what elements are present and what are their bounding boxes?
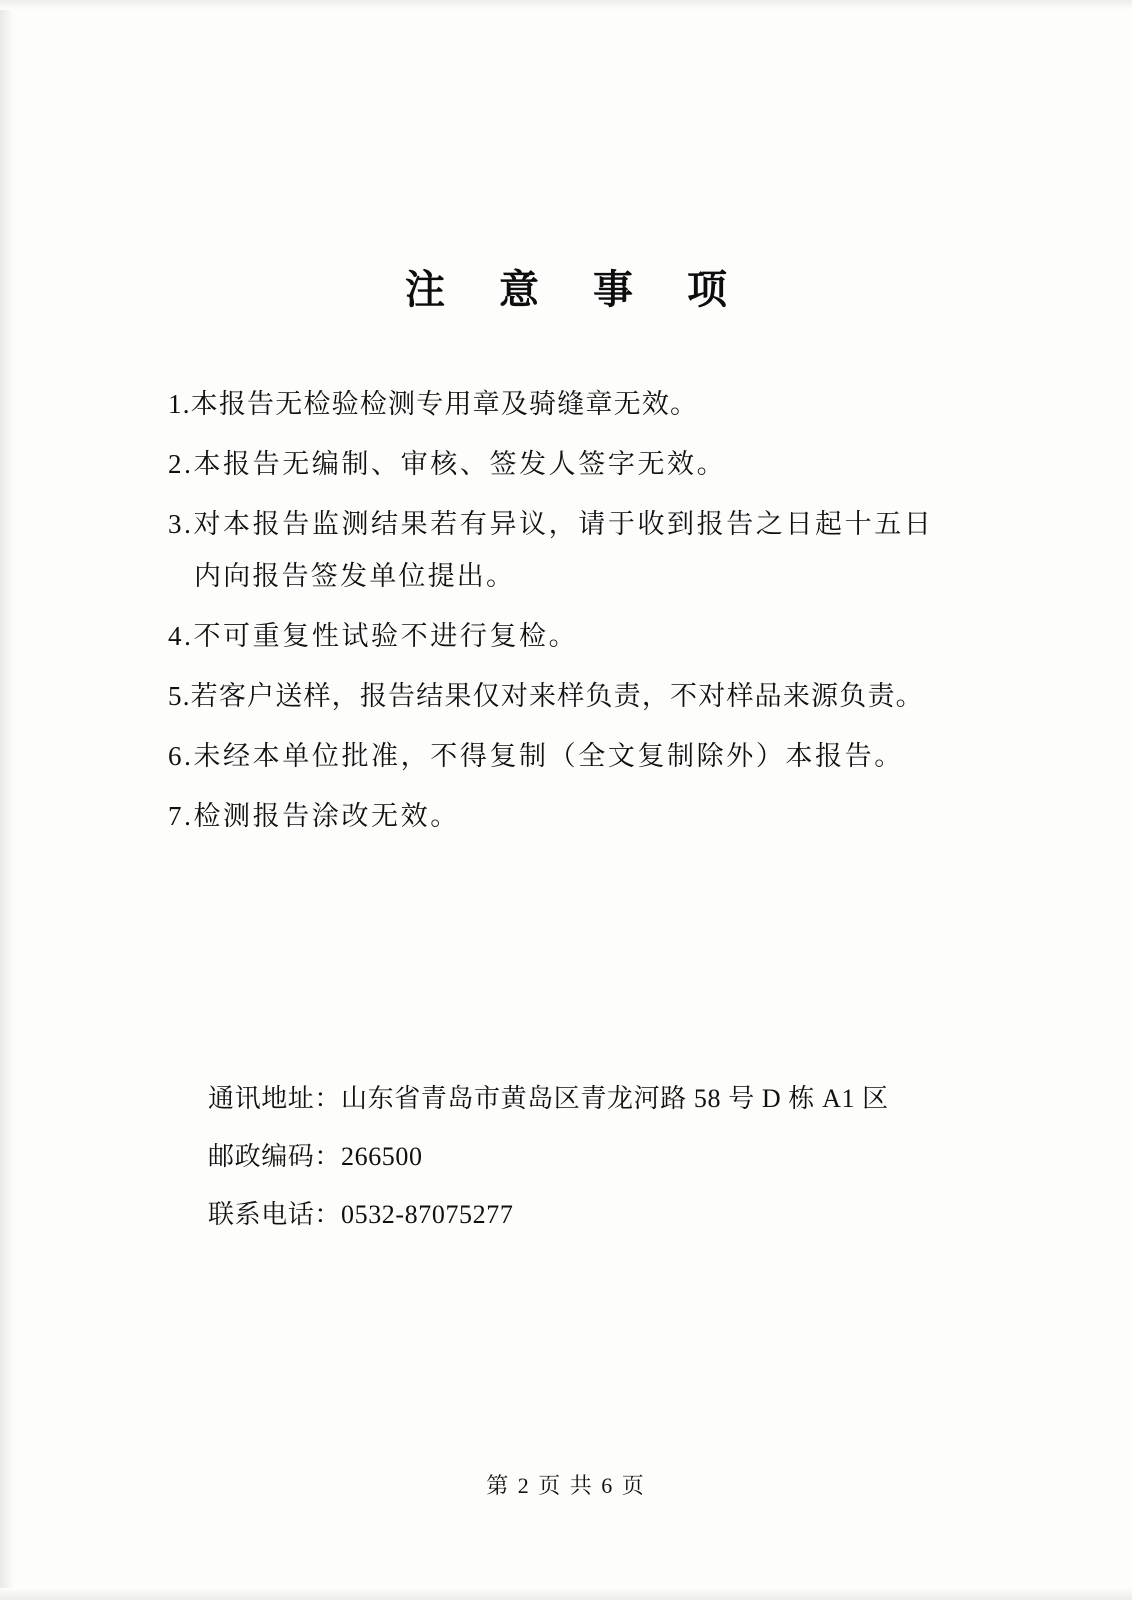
list-item: 4.不可重复性试验不进行复检。 <box>168 621 579 651</box>
page-title: 注 意 事 项 <box>405 267 749 312</box>
list-item: 2.本报告无编制、审核、签发人签字无效。 <box>168 449 727 479</box>
scan-edge-top <box>0 0 1132 10</box>
list-item: 1.本报告无检验检测专用章及骑缝章无效。 <box>168 389 699 419</box>
list-item: 5.若客户送样，报告结果仅对来样负责，不对样品来源负责。 <box>168 681 924 711</box>
list-item: 3.对本报告监测结果若有异议，请于收到报告之日起十五日 <box>168 509 934 539</box>
list-item-continuation: 内向报告签发单位提出。 <box>194 561 516 591</box>
contact-phone: 联系电话：0532-87075277 <box>208 1200 514 1229</box>
scan-edge-left <box>0 0 14 1600</box>
page-footer: 第 2 页 共 6 页 <box>486 1473 646 1498</box>
notes-list <box>168 378 988 850</box>
list-item: 6.未经本单位批准，不得复制（全文复制除外）本报告。 <box>168 741 904 771</box>
contact-address: 通讯地址：山东省青岛市黄岛区青龙河路 58 号 D 栋 A1 区 <box>208 1084 889 1113</box>
contact-block <box>208 1075 1008 1249</box>
contact-postal-code: 邮政编码：266500 <box>208 1142 423 1171</box>
list-item: 7.检测报告涂改无效。 <box>168 801 460 831</box>
scan-edge-bottom <box>0 1588 1132 1600</box>
